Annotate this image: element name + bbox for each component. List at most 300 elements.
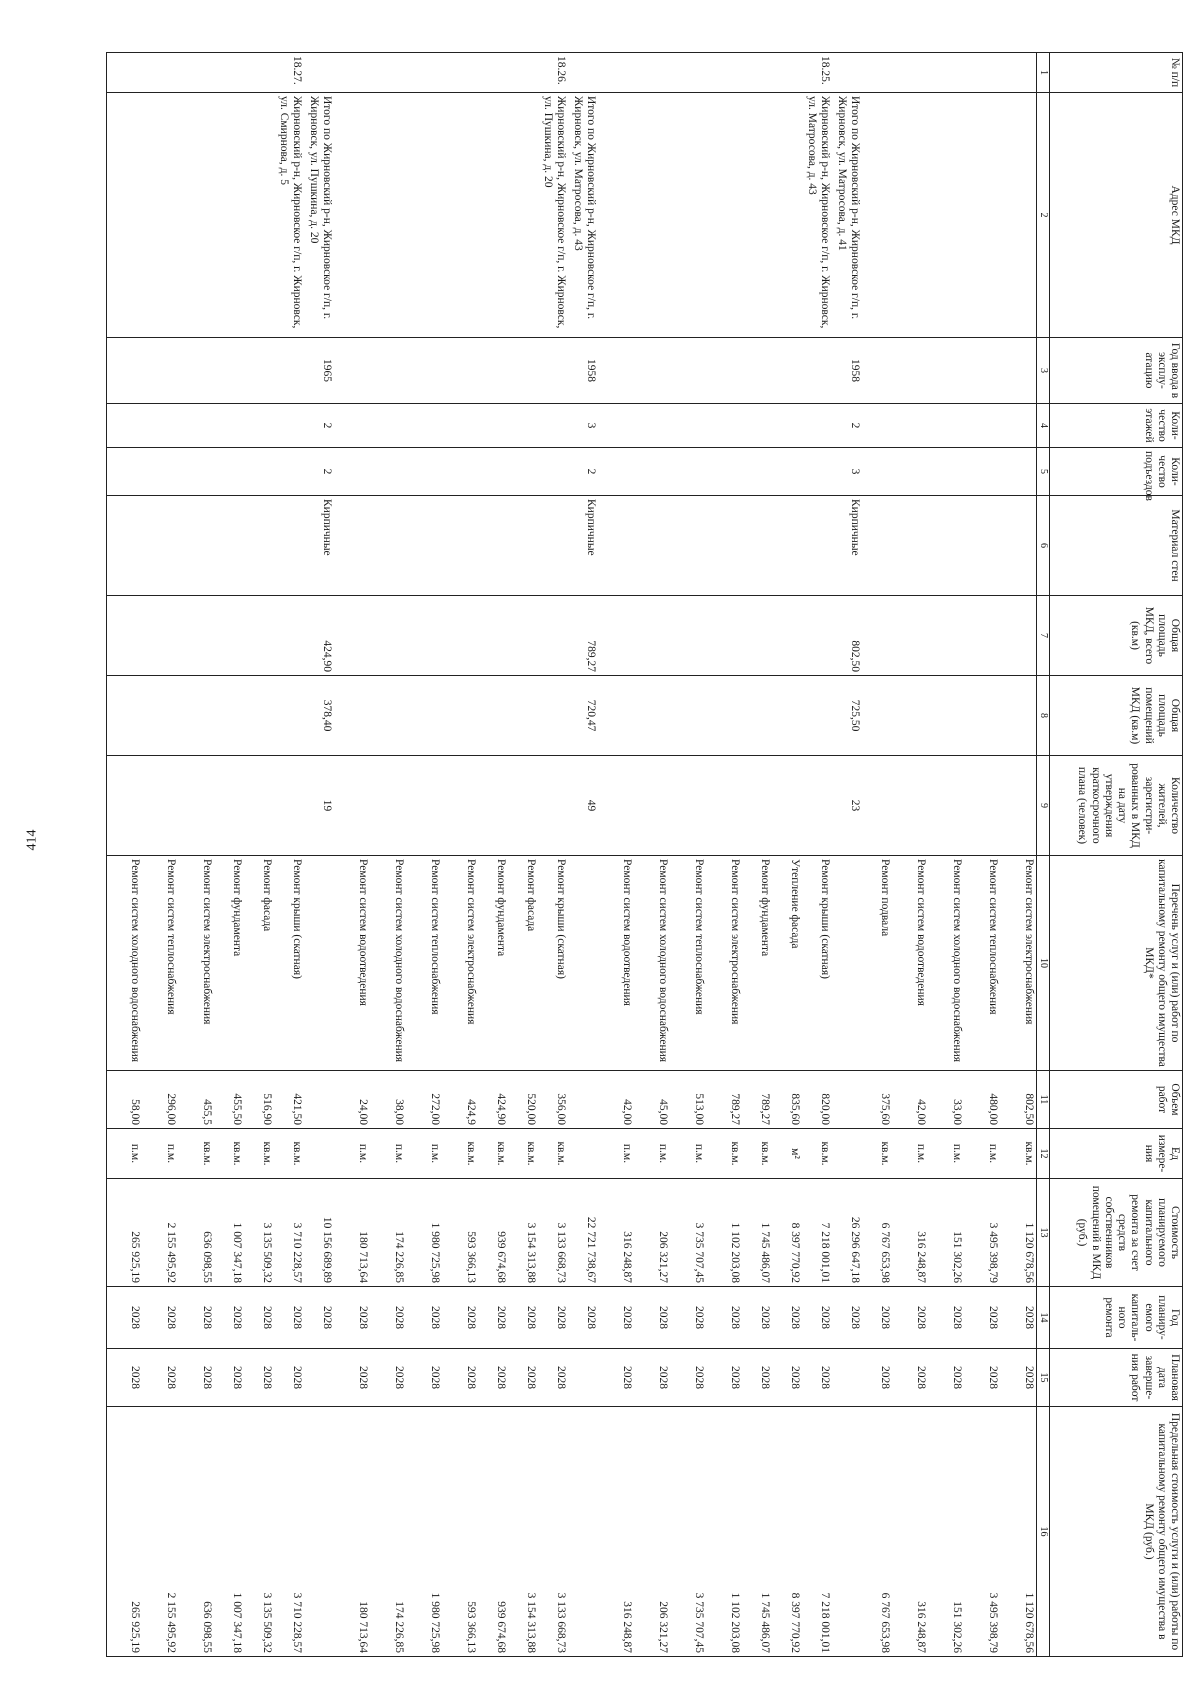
entrance-count: [179, 448, 215, 496]
table-row: [893, 53, 929, 1657]
row-number: 18.26.: [539, 53, 569, 93]
premises-area: [179, 676, 215, 756]
address: [107, 93, 143, 338]
unit: кв.м.: [215, 1129, 245, 1179]
end-year: 2028: [371, 1349, 407, 1407]
row-number: [1001, 53, 1037, 93]
year-built: [707, 338, 743, 404]
cost: 3 735 707,45: [671, 1179, 707, 1287]
wall-material: [371, 496, 407, 596]
column-number: 7: [1037, 596, 1050, 676]
table-row: [509, 53, 539, 1657]
wall-material: [671, 496, 707, 596]
column-number: 5: [1037, 448, 1050, 496]
table-row: [407, 53, 443, 1657]
residents-count: [539, 756, 569, 856]
cost: 316 248,87: [893, 1179, 929, 1287]
end-year: 2028: [107, 1349, 143, 1407]
cost: 6 767 653,98: [863, 1179, 893, 1287]
rotated-page: [59, 52, 1183, 1656]
end-year: 2028: [707, 1349, 743, 1407]
work-type: [569, 856, 599, 1071]
premises-area: [371, 676, 407, 756]
entrance-count: [407, 448, 443, 496]
max-cost: 206 321,27: [635, 1407, 671, 1657]
unit: кв.м.: [803, 1129, 833, 1179]
page-number: 414: [24, 829, 40, 851]
work-type: Ремонт систем электроснабжения: [1001, 856, 1037, 1071]
cost: 1 980 725,98: [407, 1179, 443, 1287]
premises-area: [407, 676, 443, 756]
total-area: [539, 596, 569, 676]
work-volume: 516,90: [245, 1071, 275, 1129]
entrance-count: [539, 448, 569, 496]
wall-material: [965, 496, 1001, 596]
wall-material: [893, 496, 929, 596]
unit: [833, 1129, 863, 1179]
work-type: Ремонт систем электроснабжения: [707, 856, 743, 1071]
year-built: [443, 338, 479, 404]
plan-year: 2028: [509, 1287, 539, 1349]
floor-count: [803, 404, 833, 448]
row-number: [893, 53, 929, 93]
residents-count: [773, 756, 803, 856]
table-row: [245, 53, 275, 1657]
entrance-count: [143, 448, 179, 496]
entrance-count: [635, 448, 671, 496]
year-built: [371, 338, 407, 404]
cost: 1 745 486,07: [743, 1179, 773, 1287]
residents-count: [443, 756, 479, 856]
plan-year: 2028: [275, 1287, 305, 1349]
floor-count: [671, 404, 707, 448]
end-year: 2028: [635, 1349, 671, 1407]
capital-repair-table: [106, 52, 1183, 1657]
cost: 3 133 668,73: [539, 1179, 569, 1287]
work-volume: 455,5: [179, 1071, 215, 1129]
plan-year: 2028: [965, 1287, 1001, 1349]
end-year: 2028: [743, 1349, 773, 1407]
work-type: Ремонт крыши (скатная): [275, 856, 305, 1071]
residents-count: [863, 756, 893, 856]
cost: 636 098,55: [179, 1179, 215, 1287]
total-area: [773, 596, 803, 676]
plan-year: 2028: [443, 1287, 479, 1349]
wall-material: [275, 496, 305, 596]
table-row: [539, 53, 569, 1657]
plan-year: 2028: [893, 1287, 929, 1349]
max-cost: 151 302,26: [929, 1407, 965, 1657]
residents-count: 19: [305, 756, 335, 856]
total-area: [509, 596, 539, 676]
unit: м²: [773, 1129, 803, 1179]
max-cost: 1 980 725,98: [407, 1407, 443, 1657]
table-row: [863, 53, 893, 1657]
work-volume: [833, 1071, 863, 1129]
wall-material: [803, 496, 833, 596]
column-number: 10: [1037, 856, 1050, 1071]
residents-count: [371, 756, 407, 856]
max-cost: [305, 1407, 335, 1657]
address: [1001, 93, 1037, 338]
year-built: [863, 338, 893, 404]
premises-area: [215, 676, 245, 756]
year-built: [965, 338, 1001, 404]
plan-year: 2028: [707, 1287, 743, 1349]
residents-count: [107, 756, 143, 856]
work-volume: [305, 1071, 335, 1129]
year-built: 1958: [833, 338, 863, 404]
residents-count: 49: [569, 756, 599, 856]
address: [635, 93, 671, 338]
premises-area: [803, 676, 833, 756]
column-header: Год ввода в эксплу-атацию: [1050, 338, 1183, 404]
work-type: [305, 856, 335, 1071]
end-year: 2028: [539, 1349, 569, 1407]
max-cost: 1 007 347,18: [215, 1407, 245, 1657]
floor-count: [143, 404, 179, 448]
address: [671, 93, 707, 338]
end-year: 2028: [479, 1349, 509, 1407]
work-type: Ремонт систем холодного водоснабжения: [107, 856, 143, 1071]
wall-material: [335, 496, 371, 596]
total-area: 424,90: [305, 596, 335, 676]
plan-year: 2028: [635, 1287, 671, 1349]
work-type: Ремонт систем теплоснабжения: [965, 856, 1001, 1071]
total-area: [635, 596, 671, 676]
residents-count: [479, 756, 509, 856]
year-built: [335, 338, 371, 404]
work-type: Ремонт фундамента: [479, 856, 509, 1071]
year-built: [215, 338, 245, 404]
row-number: 18.27.: [275, 53, 305, 93]
max-cost: 1 120 678,56: [1001, 1407, 1037, 1657]
work-type: [833, 856, 863, 1071]
year-built: [599, 338, 635, 404]
address: [371, 93, 407, 338]
residents-count: [407, 756, 443, 856]
table-row: [275, 53, 305, 1657]
work-volume: 58,00: [107, 1071, 143, 1129]
year-built: [743, 338, 773, 404]
year-built: [143, 338, 179, 404]
premises-area: [743, 676, 773, 756]
work-volume: 296,00: [143, 1071, 179, 1129]
row-number: [965, 53, 1001, 93]
wall-material: Кирпичные: [833, 496, 863, 596]
row-number: [107, 53, 143, 93]
total-area: [707, 596, 743, 676]
work-volume: 424,90: [479, 1071, 509, 1129]
premises-area: [143, 676, 179, 756]
table-row: [371, 53, 407, 1657]
table-row: [929, 53, 965, 1657]
plan-year: 2028: [1001, 1287, 1037, 1349]
column-header: № п/п: [1050, 53, 1183, 93]
floor-count: [371, 404, 407, 448]
residents-count: [143, 756, 179, 856]
premises-area: [863, 676, 893, 756]
floor-count: [275, 404, 305, 448]
wall-material: [635, 496, 671, 596]
work-type: Утепление фасада: [773, 856, 803, 1071]
wall-material: Кирпичные: [569, 496, 599, 596]
year-built: [479, 338, 509, 404]
wall-material: [215, 496, 245, 596]
premises-area: [107, 676, 143, 756]
premises-area: [893, 676, 929, 756]
unit: кв.м.: [479, 1129, 509, 1179]
premises-area: [707, 676, 743, 756]
work-volume: [569, 1071, 599, 1129]
cost: 3 135 509,32: [245, 1179, 275, 1287]
plan-year: 2028: [479, 1287, 509, 1349]
cost: 180 713,64: [335, 1179, 371, 1287]
plan-year: 2028: [179, 1287, 215, 1349]
plan-year: 2028: [245, 1287, 275, 1349]
work-volume: 835,60: [773, 1071, 803, 1129]
entrance-count: [245, 448, 275, 496]
row-number: [707, 53, 743, 93]
entrance-count: [479, 448, 509, 496]
row-number: [179, 53, 215, 93]
row-number: [335, 53, 371, 93]
total-area: 802,50: [833, 596, 863, 676]
entrance-count: 2: [305, 448, 335, 496]
residents-count: [635, 756, 671, 856]
table-row: [599, 53, 635, 1657]
address: Итого по Жирновский р-н, Жирновское г/п, г. Жирновск, ул. Пушкина, д. 20: [305, 93, 335, 338]
plan-year: 2028: [743, 1287, 773, 1349]
max-cost: 636 098,55: [179, 1407, 215, 1657]
plan-year: 2028: [539, 1287, 569, 1349]
entrance-count: [929, 448, 965, 496]
floor-count: 3: [569, 404, 599, 448]
premises-area: [335, 676, 371, 756]
cost: 174 226,85: [371, 1179, 407, 1287]
year-built: [929, 338, 965, 404]
table-row: [833, 53, 863, 1657]
end-year: 2028: [443, 1349, 479, 1407]
wall-material: [707, 496, 743, 596]
column-number: 4: [1037, 404, 1050, 448]
entrance-count: [509, 448, 539, 496]
entrance-count: [863, 448, 893, 496]
wall-material: [179, 496, 215, 596]
unit: кв.м.: [443, 1129, 479, 1179]
floor-count: [893, 404, 929, 448]
column-header: Объем работ: [1050, 1071, 1183, 1129]
end-year: 2028: [1001, 1349, 1037, 1407]
floor-count: [743, 404, 773, 448]
plan-year: 2028: [833, 1287, 863, 1349]
premises-area: [275, 676, 305, 756]
max-cost: 3 735 707,45: [671, 1407, 707, 1657]
end-year: 2028: [215, 1349, 245, 1407]
plan-year: 2028: [569, 1287, 599, 1349]
work-volume: 375,60: [863, 1071, 893, 1129]
residents-count: [599, 756, 635, 856]
address: [707, 93, 743, 338]
entrance-count: [743, 448, 773, 496]
unit: кв.м.: [1001, 1129, 1037, 1179]
floor-count: [509, 404, 539, 448]
row-number: [479, 53, 509, 93]
work-volume: 42,00: [893, 1071, 929, 1129]
row-number: [833, 53, 863, 93]
cost: 2 155 495,92: [143, 1179, 179, 1287]
row-number: [773, 53, 803, 93]
total-area: [179, 596, 215, 676]
row-number: [569, 53, 599, 93]
work-volume: 520,00: [509, 1071, 539, 1129]
address: [965, 93, 1001, 338]
end-year: 2028: [509, 1349, 539, 1407]
residents-count: [275, 756, 305, 856]
work-type: Ремонт подвала: [863, 856, 893, 1071]
end-year: 2028: [407, 1349, 443, 1407]
unit: [305, 1129, 335, 1179]
end-year: [833, 1349, 863, 1407]
address: Итого по Жирновский р-н, Жирновское г/п, г. Жирновск, ул. Матросова, д. 41: [833, 93, 863, 338]
column-header: Общая площадь МКД, всего (кв.м): [1050, 596, 1183, 676]
floor-count: [773, 404, 803, 448]
max-cost: [833, 1407, 863, 1657]
entrance-count: [599, 448, 635, 496]
residents-count: [707, 756, 743, 856]
residents-count: [245, 756, 275, 856]
table-row: [479, 53, 509, 1657]
cost: 1 102 203,08: [707, 1179, 743, 1287]
entrance-count: [443, 448, 479, 496]
table-row: [569, 53, 599, 1657]
year-built: [107, 338, 143, 404]
work-volume: 789,27: [707, 1071, 743, 1129]
row-number: [863, 53, 893, 93]
work-volume: 38,00: [371, 1071, 407, 1129]
plan-year: 2028: [215, 1287, 245, 1349]
work-volume: 424,9: [443, 1071, 479, 1129]
total-area: [245, 596, 275, 676]
cost: 151 302,26: [929, 1179, 965, 1287]
address: [929, 93, 965, 338]
premises-area: [539, 676, 569, 756]
plan-year: 2028: [671, 1287, 707, 1349]
residents-count: [1001, 756, 1037, 856]
cost: 265 925,19: [107, 1179, 143, 1287]
table-row: [305, 53, 335, 1657]
end-year: 2028: [335, 1349, 371, 1407]
total-area: [479, 596, 509, 676]
premises-area: [965, 676, 1001, 756]
entrance-count: 3: [833, 448, 863, 496]
cost: 3 154 313,88: [509, 1179, 539, 1287]
column-header: Плановая дата заверше-ния работ: [1050, 1349, 1183, 1407]
year-built: [179, 338, 215, 404]
plan-year: 2028: [335, 1287, 371, 1349]
unit: кв.м.: [275, 1129, 305, 1179]
work-type: Ремонт крыши (скатная): [539, 856, 569, 1071]
entrance-count: [107, 448, 143, 496]
floor-count: [707, 404, 743, 448]
premises-area: [479, 676, 509, 756]
table-row: [215, 53, 245, 1657]
column-number: 15: [1037, 1349, 1050, 1407]
cost: 7 218 001,01: [803, 1179, 833, 1287]
end-year: [569, 1349, 599, 1407]
entrance-count: [965, 448, 1001, 496]
end-year: 2028: [245, 1349, 275, 1407]
work-type: Ремонт систем водоотведения: [335, 856, 371, 1071]
plan-year: 2028: [773, 1287, 803, 1349]
year-built: [773, 338, 803, 404]
unit: п.м.: [335, 1129, 371, 1179]
table-row: [107, 53, 143, 1657]
residents-count: [671, 756, 707, 856]
work-volume: 272,00: [407, 1071, 443, 1129]
work-type: Ремонт крыши (скатная): [803, 856, 833, 1071]
floor-count: [245, 404, 275, 448]
column-number: 11: [1037, 1071, 1050, 1129]
floor-count: [539, 404, 569, 448]
wall-material: [743, 496, 773, 596]
work-type: Ремонт систем водоотведения: [599, 856, 635, 1071]
column-number: 16: [1037, 1407, 1050, 1657]
work-volume: 24,00: [335, 1071, 371, 1129]
max-cost: 316 248,87: [893, 1407, 929, 1657]
work-volume: 820,00: [803, 1071, 833, 1129]
year-built: [671, 338, 707, 404]
unit: п.м.: [407, 1129, 443, 1179]
residents-count: [335, 756, 371, 856]
table-row: [143, 53, 179, 1657]
unit: п.м.: [671, 1129, 707, 1179]
address: [179, 93, 215, 338]
work-volume: 33,00: [929, 1071, 965, 1129]
address: [407, 93, 443, 338]
entrance-count: [707, 448, 743, 496]
unit: п.м.: [143, 1129, 179, 1179]
work-type: Ремонт систем теплоснабжения: [143, 856, 179, 1071]
floor-count: [443, 404, 479, 448]
max-cost: 8 397 770,92: [773, 1407, 803, 1657]
work-type: Ремонт фундамента: [743, 856, 773, 1071]
unit: кв.м.: [179, 1129, 215, 1179]
premises-area: [671, 676, 707, 756]
cost: 10 156 689,89: [305, 1179, 335, 1287]
row-number: [215, 53, 245, 93]
unit: п.м.: [635, 1129, 671, 1179]
end-year: 2028: [893, 1349, 929, 1407]
unit: п.м.: [371, 1129, 407, 1179]
end-year: 2028: [803, 1349, 833, 1407]
work-type: Ремонт фундамента: [215, 856, 245, 1071]
address: [245, 93, 275, 338]
total-area: [599, 596, 635, 676]
column-header: Количество жителей, зарегистри-рованных в МКД на дату утверждения краткосрочного плана (человек): [1050, 756, 1183, 856]
address: [143, 93, 179, 338]
residents-count: [215, 756, 245, 856]
table-row: [635, 53, 671, 1657]
floor-count: [335, 404, 371, 448]
entrance-count: [275, 448, 305, 496]
premises-area: [443, 676, 479, 756]
unit: п.м.: [929, 1129, 965, 1179]
total-area: [863, 596, 893, 676]
premises-area: 720,47: [569, 676, 599, 756]
table-row: [335, 53, 371, 1657]
column-header: Материал стен: [1050, 496, 1183, 596]
